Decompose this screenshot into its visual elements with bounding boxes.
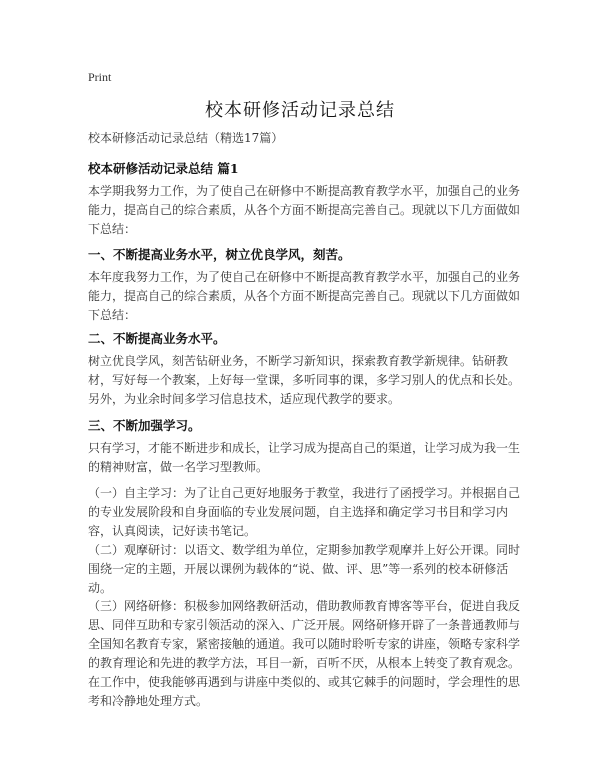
- paragraph-4: 只有学习，才能不断进步和成长，让学习成为提高自己的渠道，让学习成为我一生的精神财富，做一名学习型教师。: [88, 441, 521, 474]
- paragraph-5: （一）自主学习：为了让自己更好地服务于教堂，我进行了函授学习。并根据自己的专业发展阶段和自身面临的专业发展问题，自主选择和确定学习书目和学习内容，认真阅读，记好读书笔记。: [88, 486, 521, 538]
- paragraph-6: （二）观摩研讨：以语文、数学组为单位，定期参加教学观摩并上好公开课。同时围绕一定的主题，开展以课例为载体的“说、做、评、思”等一系列的校本研修活动。: [88, 543, 521, 595]
- subtitle: 校本研修活动记录总结（精选17篇）: [88, 131, 284, 145]
- article-heading: 校本研修活动记录总结 篇1: [88, 161, 239, 176]
- section-heading-1: 一、不断提高业务水平，树立优良学风，刻苦。: [88, 247, 351, 262]
- paragraph-3: 树立优良学风，刻苦钻研业务，不断学习新知识，探索教育教学新规律。钻研教材，写好每一个教案，上好每一堂课，多听同事的课，多学习别人的优点和长处。另外，为业余时间多学习信息技术，适应现代教学的要求。: [88, 354, 521, 406]
- print-label: Print: [88, 70, 112, 84]
- paragraph-1: 本学期我努力工作，为了使自己在研修中不断提高教育教学水平，加强自己的业务能力，提高自己的综合素质，从各个方面不断提高完善自己。现就以下几方面做如下总结：: [88, 184, 521, 236]
- page-title: 校本研修活动记录总结: [205, 100, 395, 121]
- paragraph-7: （三）网络研修：积极参加网络教研活动，借助教师教育博客等平台，促进自我反思、同伴互助和专家引领活动的深入、广泛开展。网络研修开辟了一条普通教师与全国知名教育专家，紧密接触的通道。我可以随时聆听专家的讲座，领略专家科学的教育理论和先进的教学方法，耳目一新，百听不厌，从根本上转变了教育观念。在工作中，使我能够再遇到与讲座中类似的、或其它棘手的问题时，学会理性的思考和冷静地处理方式。: [88, 599, 521, 708]
- section-heading-2: 二、不断提高业务水平。: [88, 331, 226, 346]
- section-heading-3: 三、不断加强学习。: [88, 418, 201, 433]
- paragraph-2: 本年度我努力工作，为了使自己在研修中不断提高教育教学水平，加强自己的业务能力，提高自己的综合素质，从各个方面不断提高完善自己。现就以下几方面做如下总结：: [88, 270, 521, 322]
